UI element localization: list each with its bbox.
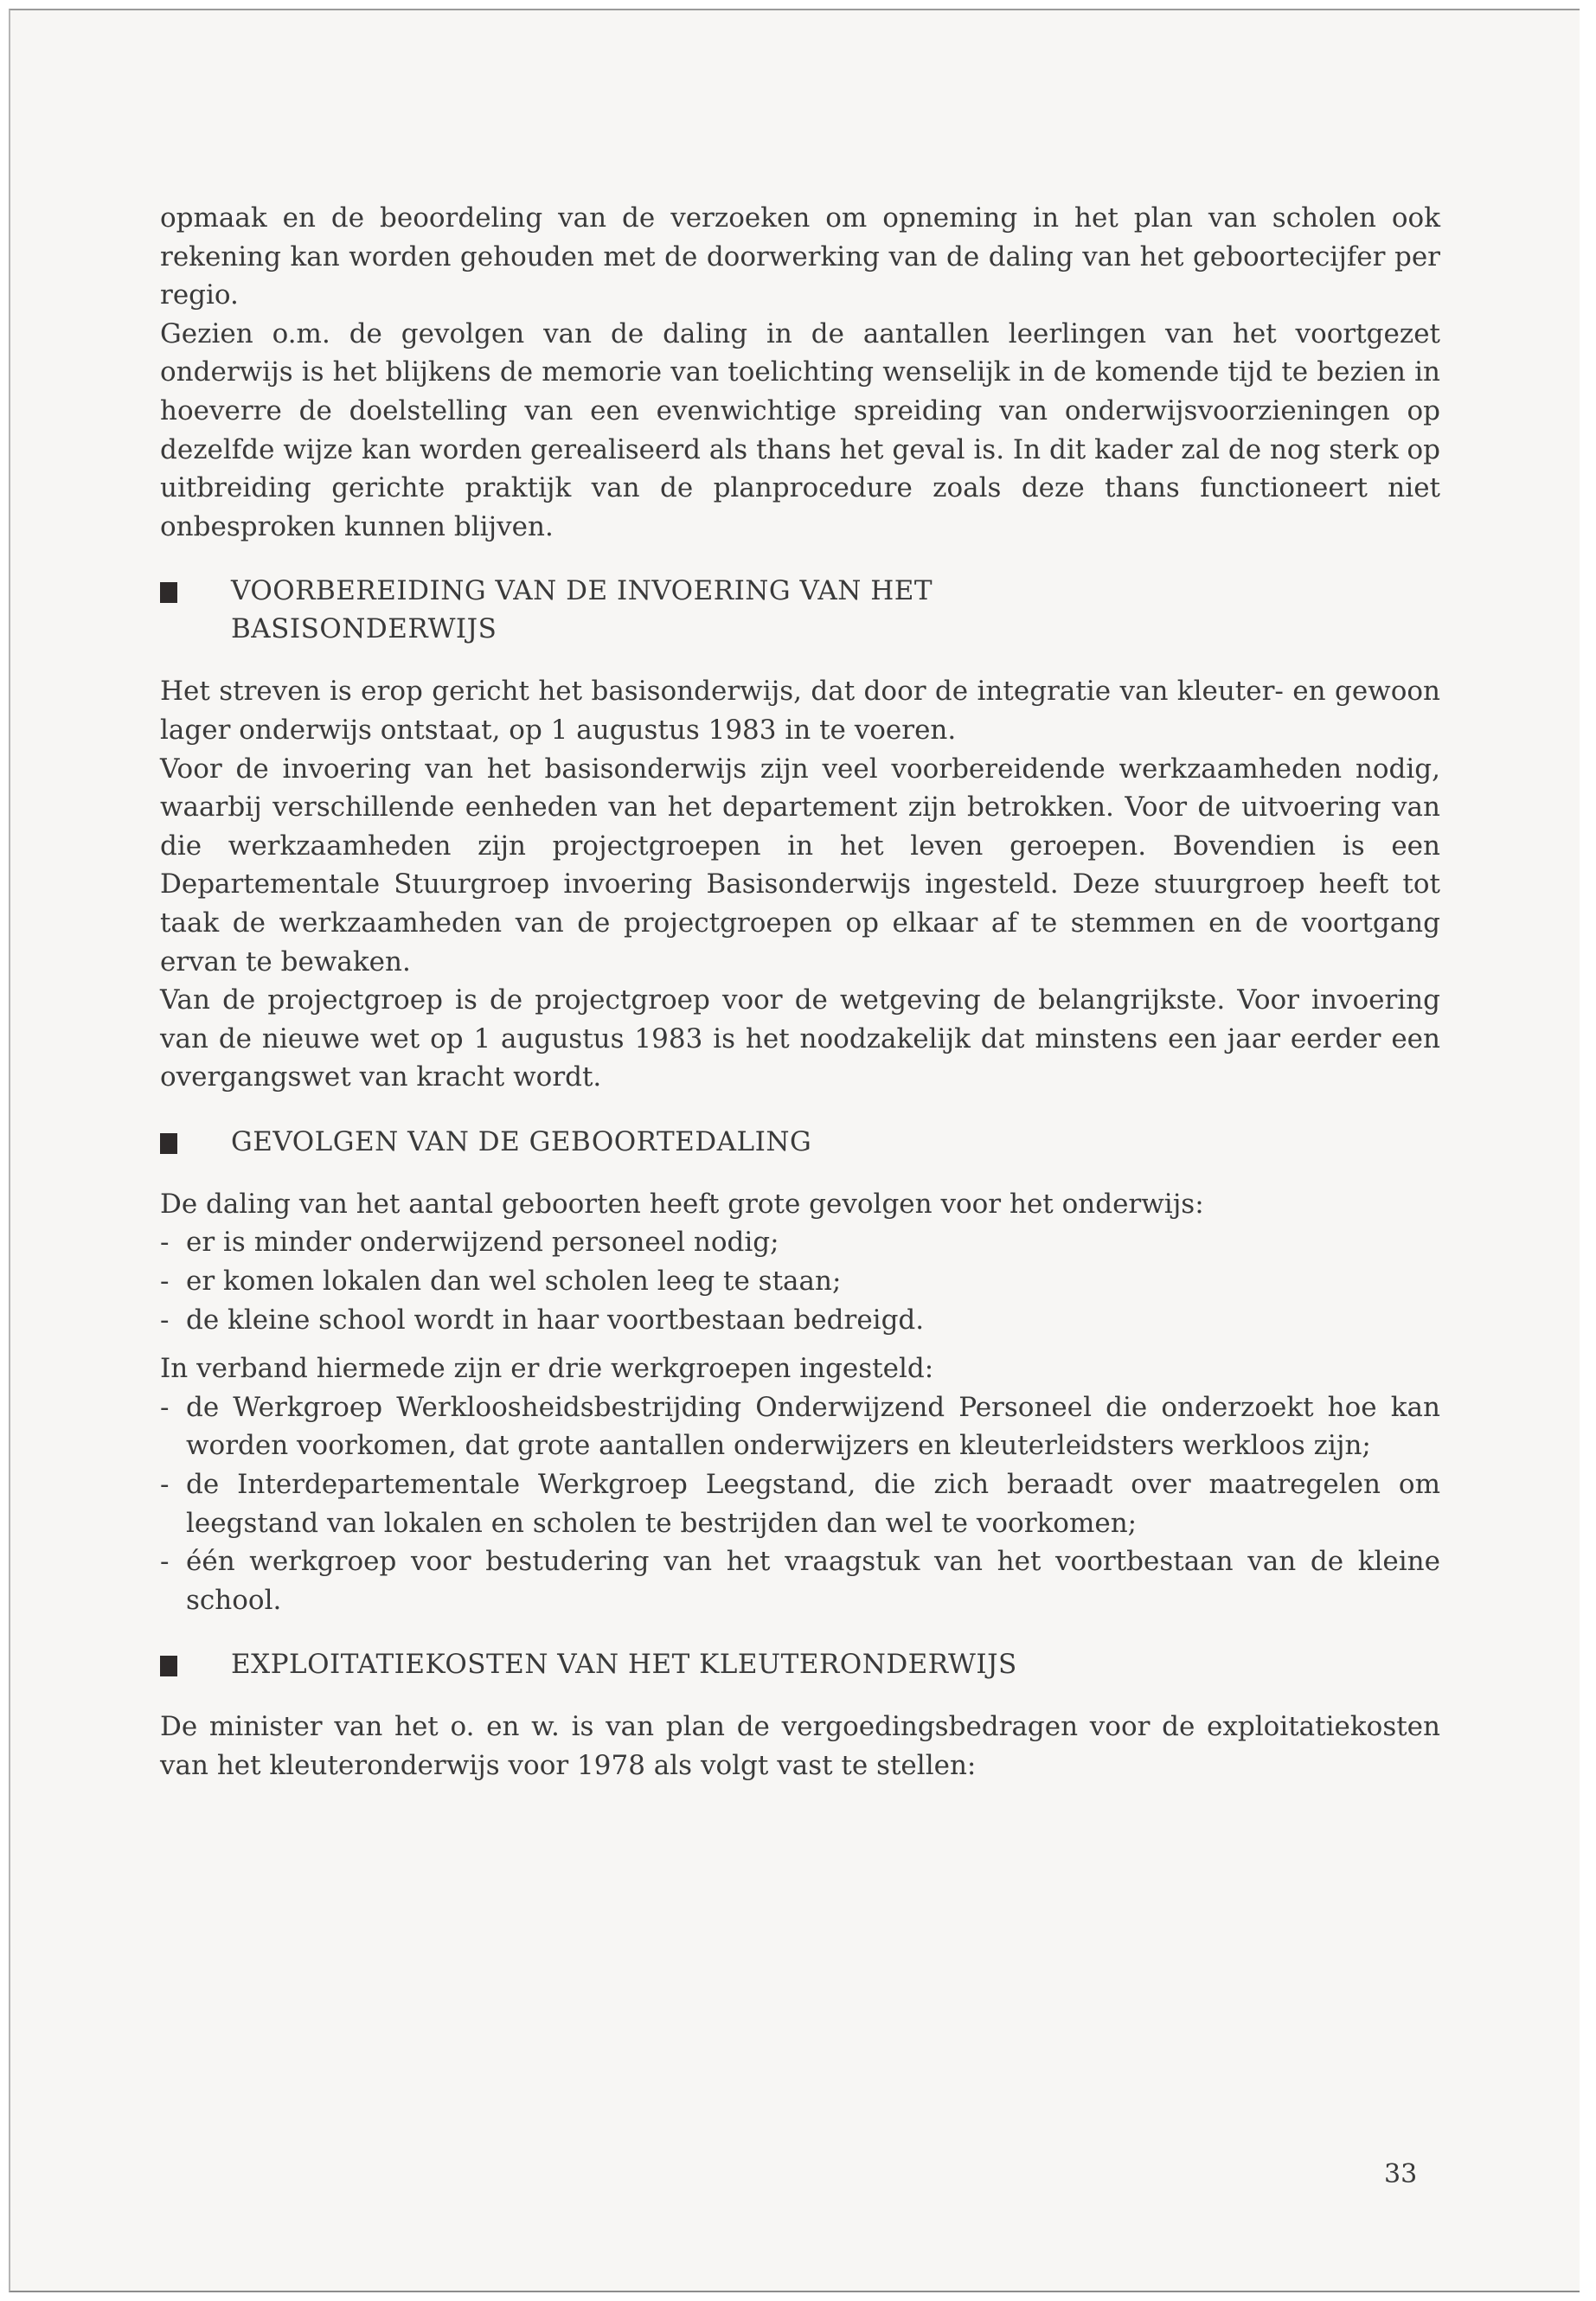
intro-paragraph-2: Gezien o.m. de gevolgen van de daling in de aantallen leerlingen van het voortgezet onderwijs is het blijkens de memorie van toelichting wenselijk in de komende tijd te bezien in hoeverre de doelstelling van een evenwichtige spreiding van onderwijsvoorzieningen op dezelfde wijze kan worden gerealiseerd als thans het geval is. In dit kader zal de nog sterk op uitbreiding gerichte praktijk van de planprocedure zoals deze thans functioneert niet onbesproken kunnen blijven. <box>160 317 1440 542</box>
page-content <box>160 199 1440 1785</box>
page-number: 33 <box>1384 2159 1418 2189</box>
section-heading-text: EXPLOITATIEKOSTEN VAN HET KLEUTERONDERWIJS <box>231 1649 1017 1681</box>
consequences-list <box>160 1223 1440 1339</box>
list-item: - de kleine school wordt in haar voortbestaan bedreigd. <box>160 1301 1440 1340</box>
heading-bullet-square <box>160 1656 177 1676</box>
list-item: - de Interdepartementale Werkgroep Leegstand, die zich beraadt over maatregelen om leegstand van lokalen en scholen te bestrijden dan wel te voorkomen; <box>160 1465 1440 1542</box>
heading-bullet-square <box>160 582 177 603</box>
list-item: - er komen lokalen dan wel scholen leeg te staan; <box>160 1262 1440 1301</box>
document-page <box>9 9 1580 2292</box>
section2-paragraph-1: De daling van het aantal geboorten heeft grote gevolgen voor het onderwijs: <box>160 1188 1204 1220</box>
section-heading-basisonderwijs <box>160 572 1440 648</box>
section1-paragraph-3: Van de projectgroep is de projectgroep voor de wetgeving de belangrijkste. Voor invoering van de nieuwe wet op 1 augustus 1983 is het noodzakelijk dat minstens een jaar eerder een overgangswet van kracht wordt. <box>160 984 1440 1093</box>
section1-paragraph-2: Voor de invoering van het basisonderwijs zijn veel voorbereidende werkzaamheden nodig, waarbij verschillende eenheden van het departement zijn betrokken. Voor de uitvoering van die werkzaamheden zijn projectgroepen in het leven geroepen. Bovendien is een Departementale Stuurgroep invoering Basisonderwijs ingesteld. Deze stuurgroep heeft tot taak de werkzaamheden van de projectgroepen op elkaar af te stemmen en de voortgang ervan te bewaken. <box>160 753 1440 977</box>
workgroups-list <box>160 1388 1440 1620</box>
intro-paragraph-1: opmaak en de beoordeling van de verzoeken om opneming in het plan van scholen ook rekening kan worden gehouden met de doorwerking van de daling van het geboortecijfer per regio. <box>160 202 1440 311</box>
section-heading-geboortedaling <box>160 1123 1440 1161</box>
section-heading-exploitatiekosten <box>160 1645 1440 1683</box>
section3-paragraph-1: De minister van het o. en w. is van plan de vergoedingsbedragen voor de exploitatiekosten van het kleuteronderwijs voor 1978 als volgt vast te stellen: <box>160 1711 1440 1781</box>
list-item: - de Werkgroep Werkloosheidsbestrijding Onderwijzend Personeel die onderzoekt hoe kan worden voorkomen, dat grote aantallen onderwijzers en kleuterleidsters werkloos zijn; <box>160 1388 1440 1465</box>
heading-bullet-square <box>160 1133 177 1154</box>
section-heading-text: VOORBEREIDING VAN DE INVOERING VAN HET BASISONDERWIJS <box>231 575 933 645</box>
section1-paragraph-1: Het streven is erop gericht het basisonderwijs, dat door de integratie van kleuter- en gewoon lager onderwijs ontstaat, op 1 augustus 1983 in te voeren. <box>160 676 1440 746</box>
list-item: - er is minder onderwijzend personeel nodig; <box>160 1223 1440 1262</box>
section2-paragraph-2: In verband hiermede zijn er drie werkgroepen ingesteld: <box>160 1353 934 1385</box>
section-heading-text: GEVOLGEN VAN DE GEBOORTEDALING <box>231 1125 812 1157</box>
list-item: - één werkgroep voor bestudering van het vraagstuk van het voortbestaan van de kleine school. <box>160 1542 1440 1619</box>
